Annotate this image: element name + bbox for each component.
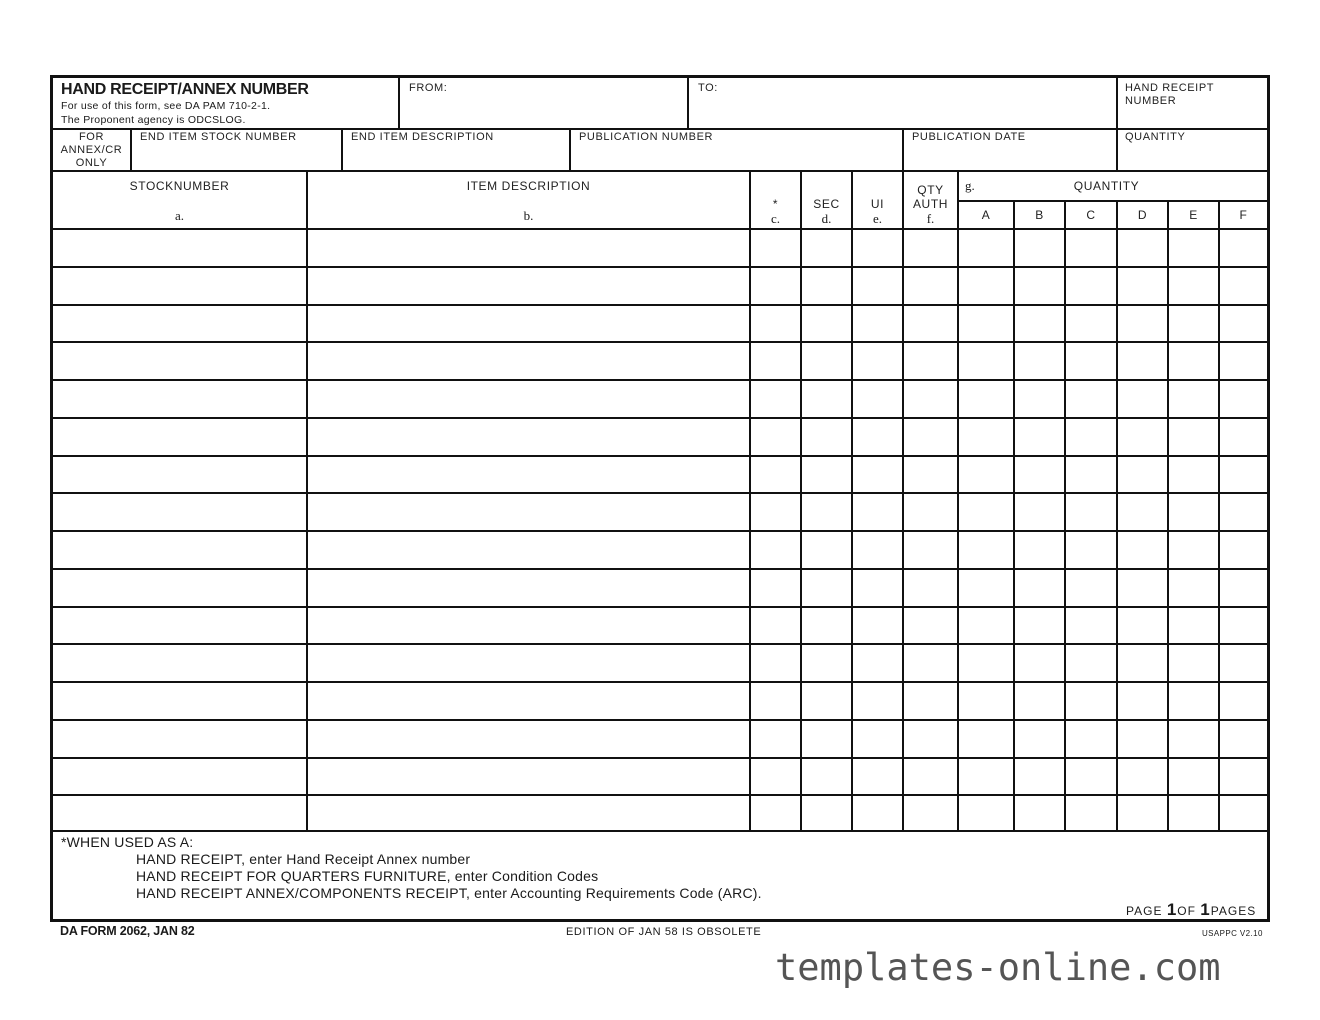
publication-date-label: PUBLICATION DATE bbox=[912, 131, 1026, 143]
qty-f-cell[interactable] bbox=[1220, 306, 1267, 341]
qty-e-cell[interactable] bbox=[1169, 494, 1218, 530]
sec-cell[interactable] bbox=[802, 608, 851, 643]
qty-auth-cell[interactable] bbox=[904, 759, 957, 794]
qty-auth-cell[interactable] bbox=[904, 796, 957, 832]
qty-d-cell[interactable] bbox=[1118, 343, 1167, 379]
end-item-description-label: END ITEM DESCRIPTION bbox=[351, 131, 494, 143]
form-id: DA FORM 2062, JAN 82 bbox=[60, 924, 195, 938]
annex-bottom-line bbox=[53, 170, 1267, 172]
qty-d-cell[interactable] bbox=[1118, 494, 1167, 530]
qty-d-cell[interactable] bbox=[1118, 306, 1167, 341]
qty-c-cell[interactable] bbox=[1066, 532, 1116, 568]
qty-e-cell[interactable] bbox=[1169, 608, 1218, 643]
notes-heading: *WHEN USED AS A: bbox=[61, 834, 194, 850]
quantity-header: QUANTITY bbox=[1073, 179, 1140, 193]
annex-divider-2 bbox=[341, 128, 343, 172]
star-code-cell[interactable] bbox=[751, 683, 800, 719]
qty-b-cell[interactable] bbox=[1015, 381, 1064, 417]
star-code-cell[interactable] bbox=[751, 494, 800, 530]
sec-cell[interactable] bbox=[802, 570, 851, 606]
qty-auth-cell[interactable] bbox=[904, 683, 957, 719]
annex-divider-4 bbox=[902, 128, 904, 172]
annex-divider-3 bbox=[569, 128, 571, 172]
quantity-col-b: B bbox=[1035, 208, 1044, 222]
qty-e-cell[interactable] bbox=[1169, 381, 1218, 417]
sec-letter: d. bbox=[821, 211, 832, 226]
ui-cell[interactable] bbox=[853, 457, 902, 492]
qty-c-cell[interactable] bbox=[1066, 796, 1116, 832]
quantity-col-a: A bbox=[981, 208, 991, 222]
qty-auth-cell[interactable] bbox=[904, 721, 957, 757]
sec-cell[interactable] bbox=[802, 457, 851, 492]
qty-b-cell[interactable] bbox=[1015, 721, 1064, 757]
qty-a-cell[interactable] bbox=[959, 419, 1013, 455]
star-code-cell[interactable] bbox=[751, 645, 800, 681]
qty-b-cell[interactable] bbox=[1015, 608, 1064, 643]
ui-cell[interactable] bbox=[853, 570, 902, 606]
hand-receipt-number-label-2: NUMBER bbox=[1125, 95, 1177, 107]
ui-cell[interactable] bbox=[853, 343, 902, 379]
annex-divider-1 bbox=[130, 128, 132, 172]
sec-cell[interactable] bbox=[802, 230, 851, 266]
qty-d-cell[interactable] bbox=[1118, 796, 1167, 832]
watermark: templates-online.com bbox=[775, 946, 1221, 989]
quantity-split-line bbox=[957, 200, 1267, 202]
qty-e-cell[interactable] bbox=[1169, 721, 1218, 757]
quantity-col-f: F bbox=[1239, 208, 1248, 222]
ui-cell[interactable] bbox=[853, 306, 902, 341]
star-code-cell[interactable] bbox=[751, 608, 800, 643]
qty-f-cell[interactable] bbox=[1220, 381, 1267, 417]
qty-b-cell[interactable] bbox=[1015, 570, 1064, 606]
qty-f-cell[interactable] bbox=[1220, 570, 1267, 606]
qty-a-cell[interactable] bbox=[959, 457, 1013, 492]
stock-number-header: STOCKNUMBER bbox=[129, 179, 230, 193]
sec-cell[interactable] bbox=[802, 306, 851, 341]
ui-header: UI bbox=[870, 197, 885, 211]
qty-a-cell[interactable] bbox=[959, 759, 1013, 794]
qty-e-cell[interactable] bbox=[1169, 796, 1218, 832]
item-description-cell[interactable] bbox=[308, 343, 749, 379]
qty-e-cell[interactable] bbox=[1169, 683, 1218, 719]
item-description-cell[interactable] bbox=[308, 683, 749, 719]
end-item-stock-number-label: END ITEM STOCK NUMBER bbox=[140, 131, 297, 143]
stock-number-cell[interactable] bbox=[53, 570, 306, 606]
for-annex-label-3: ONLY bbox=[75, 157, 108, 169]
qty-e-cell[interactable] bbox=[1169, 759, 1218, 794]
quantity-letter: g. bbox=[965, 178, 975, 193]
notes-line-3: HAND RECEIPT ANNEX/COMPONENTS RECEIPT, enter Accounting Requirements Code (ARC). bbox=[136, 885, 762, 901]
stock-number-cell[interactable] bbox=[53, 457, 306, 492]
sec-cell[interactable] bbox=[802, 721, 851, 757]
qty-auth-cell[interactable] bbox=[904, 457, 957, 492]
stock-number-cell[interactable] bbox=[53, 532, 306, 568]
qty-f-cell[interactable] bbox=[1220, 230, 1267, 266]
qty-auth-cell[interactable] bbox=[904, 268, 957, 304]
item-description-header: ITEM DESCRIPTION bbox=[466, 179, 591, 193]
qty-b-cell[interactable] bbox=[1015, 645, 1064, 681]
qty-f-cell[interactable] bbox=[1220, 796, 1267, 832]
for-annex-label-2: ANNEX/CR bbox=[60, 144, 123, 156]
pages-label: PAGES bbox=[1210, 904, 1257, 918]
ui-cell[interactable] bbox=[853, 683, 902, 719]
star-letter: c. bbox=[770, 211, 781, 226]
ui-letter: e. bbox=[872, 211, 883, 226]
qty-f-cell[interactable] bbox=[1220, 457, 1267, 492]
item-description-cell[interactable] bbox=[308, 419, 749, 455]
header-divider-1 bbox=[398, 78, 400, 130]
header-divider-3 bbox=[1116, 78, 1118, 172]
qty-b-cell[interactable] bbox=[1015, 230, 1064, 266]
qty-b-cell[interactable] bbox=[1015, 457, 1064, 492]
total-pages: 1 bbox=[1200, 900, 1211, 919]
stock-number-cell[interactable] bbox=[53, 494, 306, 530]
qty-b-cell[interactable] bbox=[1015, 419, 1064, 455]
qty-a-cell[interactable] bbox=[959, 494, 1013, 530]
star-code-cell[interactable] bbox=[751, 457, 800, 492]
qty-auth-cell[interactable] bbox=[904, 306, 957, 341]
qty-d-cell[interactable] bbox=[1118, 721, 1167, 757]
qty-auth-header: QTY bbox=[917, 183, 944, 197]
header-divider-2 bbox=[687, 78, 689, 130]
quantity-col-e: E bbox=[1189, 208, 1198, 222]
sec-cell[interactable] bbox=[802, 343, 851, 379]
hand-receipt-form bbox=[50, 75, 1270, 922]
qty-auth-cell[interactable] bbox=[904, 419, 957, 455]
sec-cell[interactable] bbox=[802, 796, 851, 832]
item-description-cell[interactable] bbox=[308, 230, 749, 266]
stock-number-cell[interactable] bbox=[53, 608, 306, 643]
quantity-col-c: C bbox=[1086, 208, 1096, 222]
ui-cell[interactable] bbox=[853, 759, 902, 794]
item-description-cell[interactable] bbox=[308, 268, 749, 304]
qty-d-cell[interactable] bbox=[1118, 759, 1167, 794]
sec-header: SEC bbox=[813, 197, 840, 211]
notes-line-2: HAND RECEIPT FOR QUARTERS FURNITURE, enter Condition Codes bbox=[136, 868, 599, 884]
star-code-cell[interactable] bbox=[751, 570, 800, 606]
ui-cell[interactable] bbox=[853, 381, 902, 417]
item-description-cell[interactable] bbox=[308, 457, 749, 492]
qty-d-cell[interactable] bbox=[1118, 532, 1167, 568]
stock-number-cell[interactable] bbox=[53, 759, 306, 794]
to-label: TO: bbox=[698, 82, 718, 94]
stock-number-cell[interactable] bbox=[53, 645, 306, 681]
star-code-cell[interactable] bbox=[751, 268, 800, 304]
qty-d-cell[interactable] bbox=[1118, 570, 1167, 606]
qty-auth-cell[interactable] bbox=[904, 570, 957, 606]
star-code-cell[interactable] bbox=[751, 306, 800, 341]
qty-e-cell[interactable] bbox=[1169, 645, 1218, 681]
stock-number-cell[interactable] bbox=[53, 306, 306, 341]
stock-number-cell[interactable] bbox=[53, 343, 306, 379]
qty-c-cell[interactable] bbox=[1066, 419, 1116, 455]
qty-auth-cell[interactable] bbox=[904, 532, 957, 568]
star-code-cell[interactable] bbox=[751, 721, 800, 757]
qty-c-cell[interactable] bbox=[1066, 494, 1116, 530]
ui-cell[interactable] bbox=[853, 645, 902, 681]
qty-auth-cell[interactable] bbox=[904, 608, 957, 643]
ui-cell[interactable] bbox=[853, 608, 902, 643]
qty-c-cell[interactable] bbox=[1066, 721, 1116, 757]
qty-f-cell[interactable] bbox=[1220, 419, 1267, 455]
notes-line-1: HAND RECEIPT, enter Hand Receipt Annex number bbox=[136, 851, 471, 867]
qty-a-cell[interactable] bbox=[959, 570, 1013, 606]
item-description-cell[interactable] bbox=[308, 796, 749, 832]
usage-note: For use of this form, see DA PAM 710-2-1. bbox=[61, 100, 271, 112]
item-description-cell[interactable] bbox=[308, 570, 749, 606]
version-label: USAPPC V2.10 bbox=[1202, 929, 1263, 938]
item-description-letter: b. bbox=[523, 208, 534, 223]
qty-e-cell[interactable] bbox=[1169, 457, 1218, 492]
page-number: 1 bbox=[1166, 900, 1178, 919]
star-code-cell[interactable] bbox=[751, 532, 800, 568]
sec-cell[interactable] bbox=[802, 268, 851, 304]
item-description-cell[interactable] bbox=[308, 645, 749, 681]
qty-auth-cell[interactable] bbox=[904, 381, 957, 417]
page-indicator bbox=[1126, 900, 1256, 920]
stock-number-cell[interactable] bbox=[53, 230, 306, 266]
qty-a-cell[interactable] bbox=[959, 721, 1013, 757]
qty-f-cell[interactable] bbox=[1220, 683, 1267, 719]
qty-auth-cell[interactable] bbox=[904, 645, 957, 681]
item-description-cell[interactable] bbox=[308, 532, 749, 568]
qty-d-cell[interactable] bbox=[1118, 645, 1167, 681]
qty-f-cell[interactable] bbox=[1220, 721, 1267, 757]
ui-cell[interactable] bbox=[853, 419, 902, 455]
qty-b-cell[interactable] bbox=[1015, 494, 1064, 530]
stock-number-cell[interactable] bbox=[53, 683, 306, 719]
qty-d-cell[interactable] bbox=[1118, 381, 1167, 417]
sec-cell[interactable] bbox=[802, 759, 851, 794]
qty-e-cell[interactable] bbox=[1169, 268, 1218, 304]
qty-a-cell[interactable] bbox=[959, 532, 1013, 568]
stock-number-cell[interactable] bbox=[53, 796, 306, 832]
stock-number-cell[interactable] bbox=[53, 381, 306, 417]
sec-cell[interactable] bbox=[802, 381, 851, 417]
ui-cell[interactable] bbox=[853, 721, 902, 757]
qty-f-cell[interactable] bbox=[1220, 759, 1267, 794]
qty-b-cell[interactable] bbox=[1015, 532, 1064, 568]
qty-f-cell[interactable] bbox=[1220, 645, 1267, 681]
qty-b-cell[interactable] bbox=[1015, 759, 1064, 794]
qty-c-cell[interactable] bbox=[1066, 268, 1116, 304]
qty-f-cell[interactable] bbox=[1220, 343, 1267, 379]
sec-cell[interactable] bbox=[802, 494, 851, 530]
star-code-cell[interactable] bbox=[751, 230, 800, 266]
qty-f-cell[interactable] bbox=[1220, 494, 1267, 530]
qty-auth-cell[interactable] bbox=[904, 230, 957, 266]
qty-e-cell[interactable] bbox=[1169, 343, 1218, 379]
qty-auth-letter: f. bbox=[926, 211, 935, 226]
page-label: PAGE bbox=[1126, 904, 1163, 918]
stock-number-cell[interactable] bbox=[53, 268, 306, 304]
qty-c-cell[interactable] bbox=[1066, 343, 1116, 379]
item-description-cell[interactable] bbox=[308, 494, 749, 530]
proponent-note: The Proponent agency is ODCSLOG. bbox=[61, 114, 246, 126]
from-label: FROM: bbox=[409, 82, 448, 94]
qty-c-cell[interactable] bbox=[1066, 683, 1116, 719]
item-description-cell[interactable] bbox=[308, 306, 749, 341]
ui-cell[interactable] bbox=[853, 230, 902, 266]
ui-cell[interactable] bbox=[853, 268, 902, 304]
qty-b-cell[interactable] bbox=[1015, 343, 1064, 379]
form-title: HAND RECEIPT/ANNEX NUMBER bbox=[61, 81, 309, 98]
qty-a-cell[interactable] bbox=[959, 796, 1013, 832]
star-code-cell[interactable] bbox=[751, 759, 800, 794]
qty-a-cell[interactable] bbox=[959, 230, 1013, 266]
sec-cell[interactable] bbox=[802, 645, 851, 681]
qty-a-cell[interactable] bbox=[959, 683, 1013, 719]
ui-cell[interactable] bbox=[853, 532, 902, 568]
qty-auth-header-2: AUTH bbox=[912, 197, 949, 211]
quantity-col-d: D bbox=[1137, 208, 1148, 222]
qty-d-cell[interactable] bbox=[1118, 268, 1167, 304]
item-description-cell[interactable] bbox=[308, 608, 749, 643]
sec-cell[interactable] bbox=[802, 419, 851, 455]
sec-cell[interactable] bbox=[802, 683, 851, 719]
qty-e-cell[interactable] bbox=[1169, 306, 1218, 341]
qty-a-cell[interactable] bbox=[959, 268, 1013, 304]
qty-c-cell[interactable] bbox=[1066, 759, 1116, 794]
qty-b-cell[interactable] bbox=[1015, 796, 1064, 832]
qty-a-cell[interactable] bbox=[959, 381, 1013, 417]
qty-e-cell[interactable] bbox=[1169, 419, 1218, 455]
qty-d-cell[interactable] bbox=[1118, 230, 1167, 266]
ui-cell[interactable] bbox=[853, 796, 902, 832]
star-header: * bbox=[772, 197, 779, 211]
star-code-cell[interactable] bbox=[751, 343, 800, 379]
header-bottom-line bbox=[53, 128, 1267, 130]
qty-auth-cell[interactable] bbox=[904, 494, 957, 530]
qty-c-cell[interactable] bbox=[1066, 306, 1116, 341]
qty-auth-cell[interactable] bbox=[904, 343, 957, 379]
qty-b-cell[interactable] bbox=[1015, 683, 1064, 719]
of-label: OF bbox=[1177, 904, 1196, 918]
qty-d-cell[interactable] bbox=[1118, 683, 1167, 719]
qty-b-cell[interactable] bbox=[1015, 268, 1064, 304]
qty-f-cell[interactable] bbox=[1220, 268, 1267, 304]
star-code-cell[interactable] bbox=[751, 796, 800, 832]
stock-number-letter: a. bbox=[174, 208, 185, 223]
qty-c-cell[interactable] bbox=[1066, 457, 1116, 492]
qty-e-cell[interactable] bbox=[1169, 230, 1218, 266]
for-annex-label: FOR bbox=[78, 131, 105, 143]
item-description-cell[interactable] bbox=[308, 381, 749, 417]
stock-number-cell[interactable] bbox=[53, 419, 306, 455]
star-code-cell[interactable] bbox=[751, 419, 800, 455]
ui-cell[interactable] bbox=[853, 494, 902, 530]
qty-c-cell[interactable] bbox=[1066, 570, 1116, 606]
qty-c-cell[interactable] bbox=[1066, 645, 1116, 681]
publication-number-label: PUBLICATION NUMBER bbox=[579, 131, 714, 143]
qty-c-cell[interactable] bbox=[1066, 608, 1116, 643]
qty-a-cell[interactable] bbox=[959, 645, 1013, 681]
qty-e-cell[interactable] bbox=[1169, 532, 1218, 568]
hand-receipt-number-label: HAND RECEIPT bbox=[1125, 82, 1215, 94]
sec-cell[interactable] bbox=[802, 532, 851, 568]
edition-note: EDITION OF JAN 58 IS OBSOLETE bbox=[566, 926, 762, 938]
item-description-cell[interactable] bbox=[308, 721, 749, 757]
item-description-cell[interactable] bbox=[308, 759, 749, 794]
qty-c-cell[interactable] bbox=[1066, 381, 1116, 417]
qty-e-cell[interactable] bbox=[1169, 570, 1218, 606]
qty-d-cell[interactable] bbox=[1118, 608, 1167, 643]
qty-a-cell[interactable] bbox=[959, 343, 1013, 379]
qty-d-cell[interactable] bbox=[1118, 419, 1167, 455]
qty-f-cell[interactable] bbox=[1220, 532, 1267, 568]
star-code-cell[interactable] bbox=[751, 381, 800, 417]
qty-c-cell[interactable] bbox=[1066, 230, 1116, 266]
qty-d-cell[interactable] bbox=[1118, 457, 1167, 492]
qty-b-cell[interactable] bbox=[1015, 306, 1064, 341]
quantity-label: QUANTITY bbox=[1125, 131, 1186, 143]
qty-f-cell[interactable] bbox=[1220, 608, 1267, 643]
qty-a-cell[interactable] bbox=[959, 306, 1013, 341]
stock-number-cell[interactable] bbox=[53, 721, 306, 757]
qty-a-cell[interactable] bbox=[959, 608, 1013, 643]
